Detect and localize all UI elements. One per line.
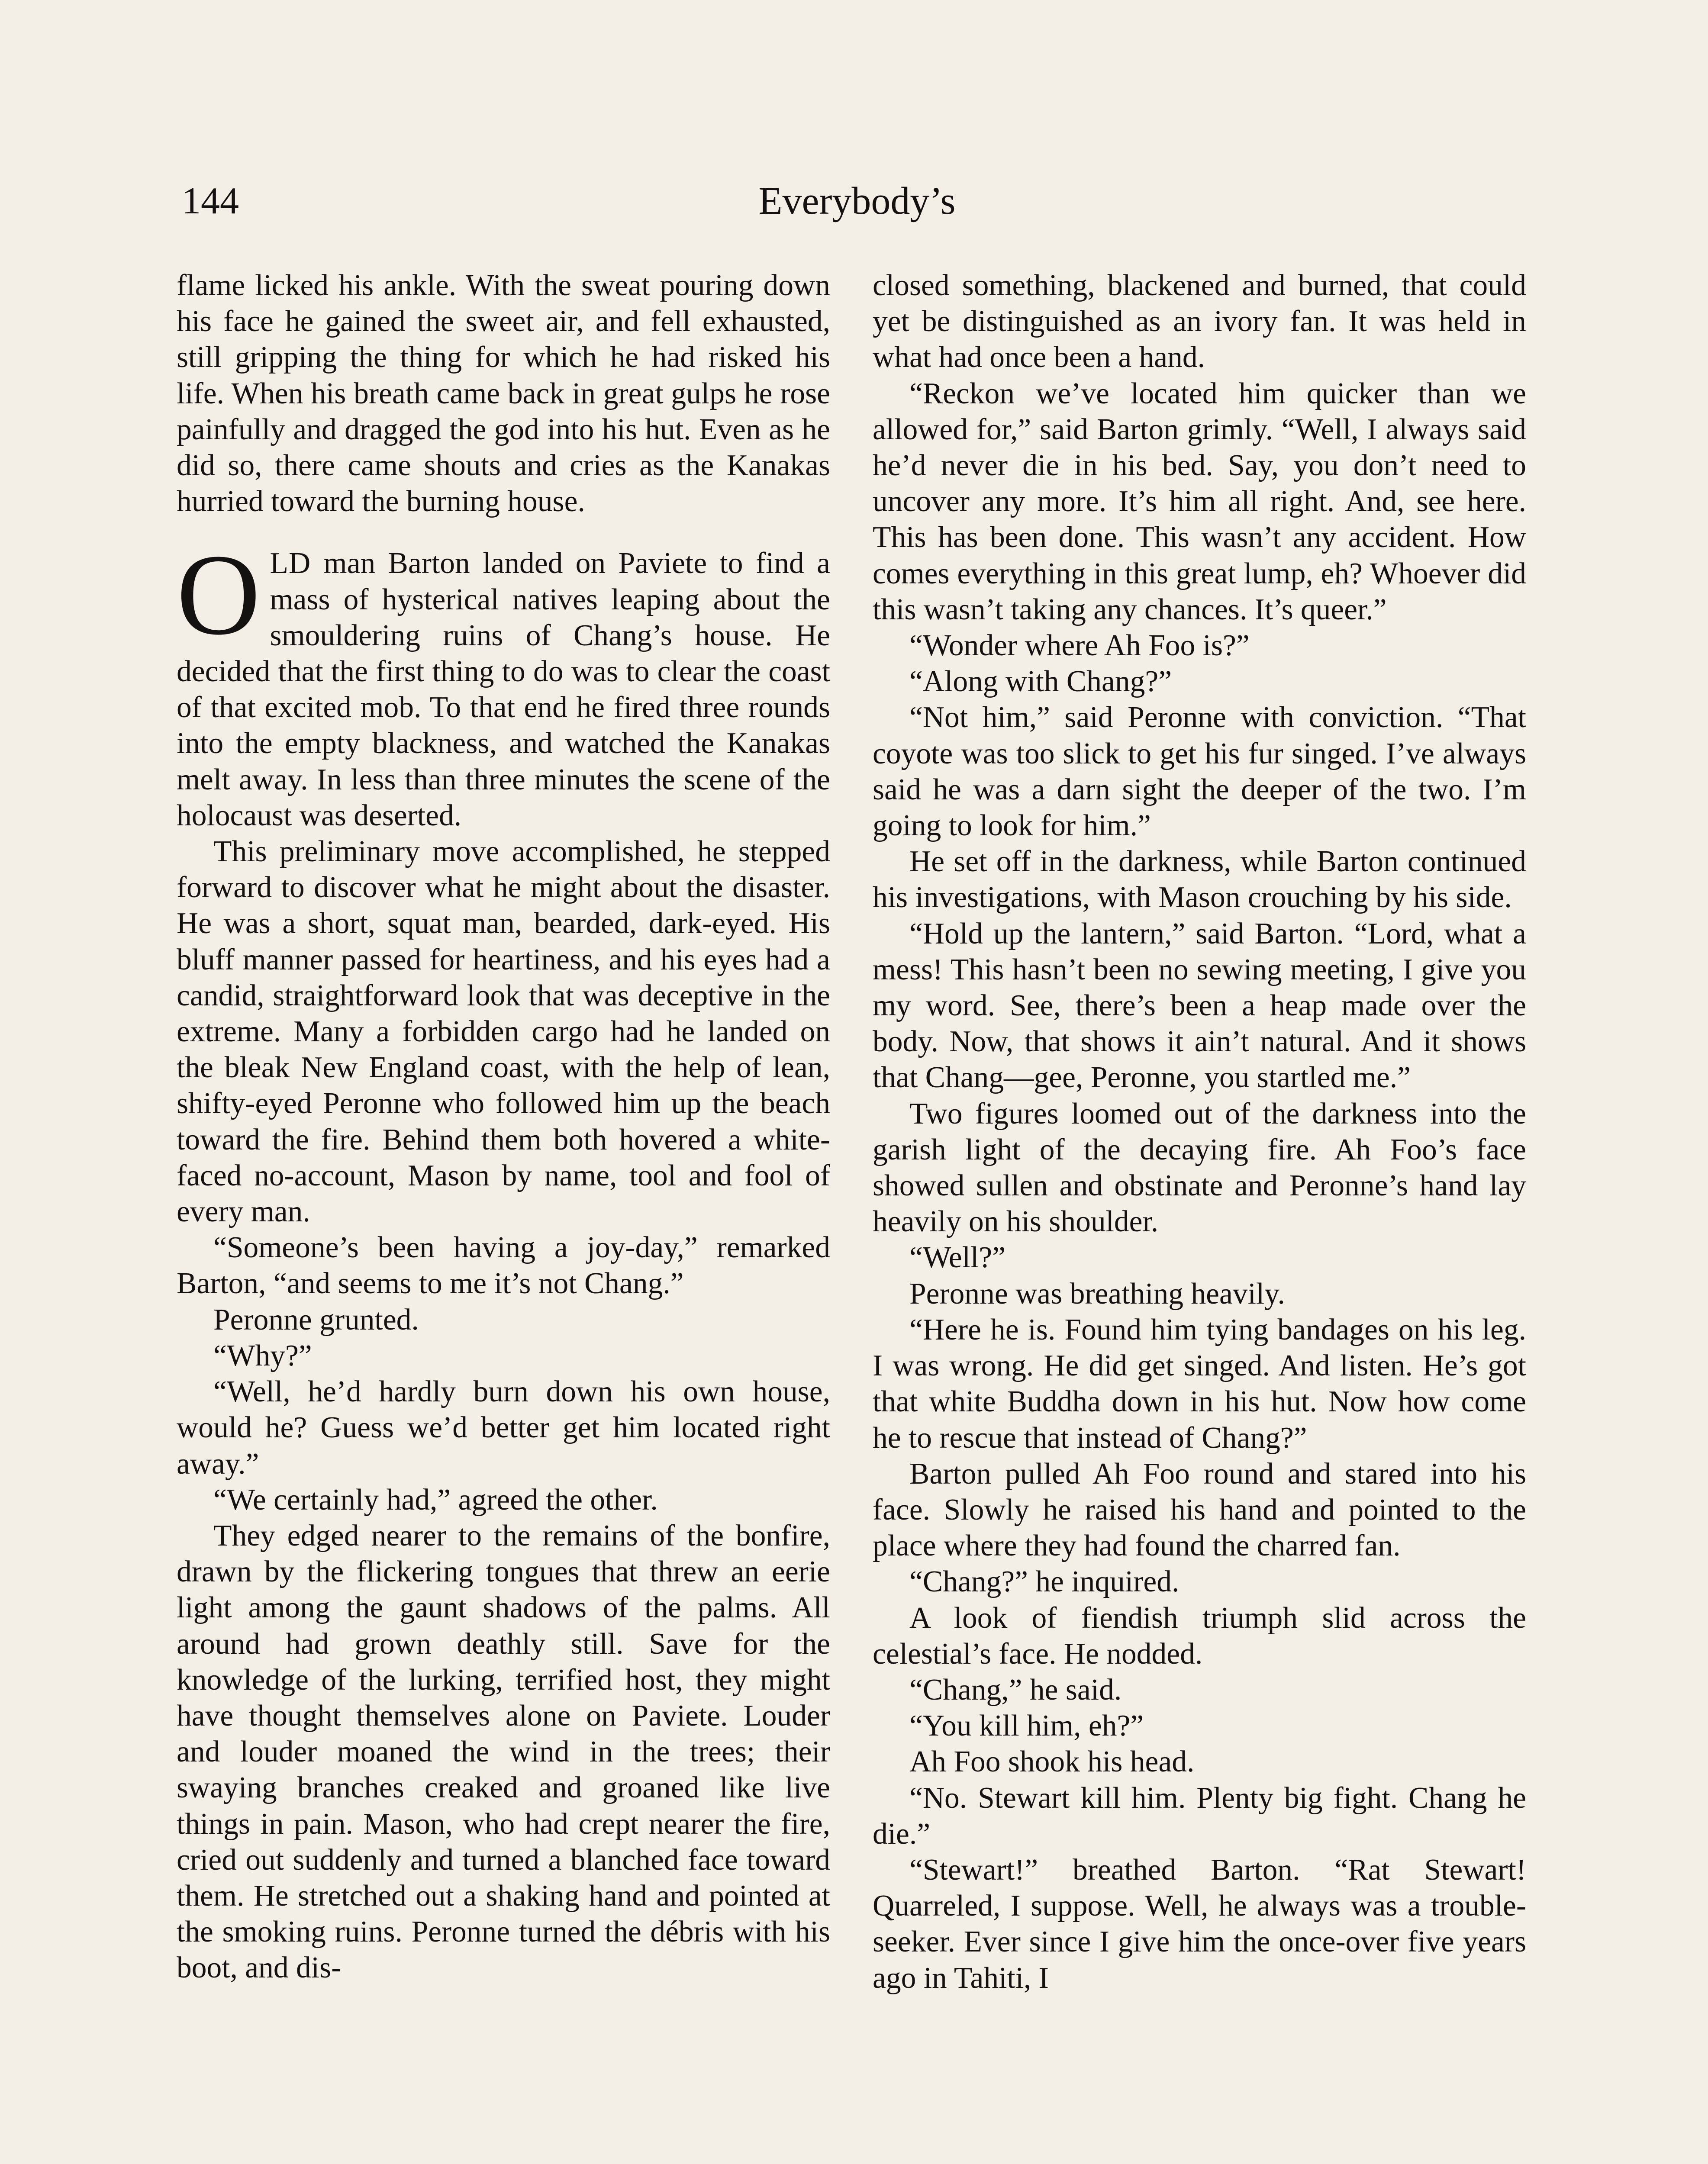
paragraph: “Chang?” he inquired. [909, 1565, 1179, 1599]
right-column [873, 267, 1526, 2164]
paragraph: Two figures loomed out of the darkness into the garish light of the decaying fire. Ah Foo’s face showed sullen and obstinate and Peronne’s hand lay heavily on his shoulder. [873, 1097, 1526, 1239]
paragraph: Peronne grunted. [213, 1303, 419, 1336]
paragraph: “Reckon we’ve located him quicker than we allowed for,” said Barton grimly. “Well, I always said he’d never die in his bed. Say, you don’t need to uncover any more. It’s him all right. And, see here. This has been done. This wasn’t any accident. How comes everything in this great lump, eh? Whoever did this wasn’t taking any chances. It’s queer.” [873, 377, 1526, 626]
paragraph: “Stewart!” breathed Barton. “Rat Stewart! Quarreled, I suppose. Well, he always was a trouble-seeker. Ever since I give him the once-over five years ago in Tahiti, I [873, 1853, 1526, 1995]
section-opening-paragraph [177, 530, 830, 834]
page-number: 144 [182, 180, 239, 222]
paragraph: “No. Stewart kill him. Plenty big fight. Chang he die.” [873, 1781, 1526, 1851]
paragraph: “Wonder where Ah Foo is?” [909, 629, 1250, 663]
paragraph: He set off in the darkness, while Barton continued his investigations, with Mason crouching by his side. [873, 845, 1526, 915]
paragraph: “We certainly had,” agreed the other. [213, 1483, 658, 1517]
left-column [177, 267, 830, 2164]
paragraph-text: man Barton landed on Paviete to find a mass of hysterical natives leaping about the smouldering ruins of Chang’s house. He decided that the first thing to do was to clear the coast of that excited mob. To that end he fired three rounds into the empty blackness, and watched the Kanakas melt away. In less than three minutes the scene of the holocaust was deserted. [177, 547, 830, 832]
paragraph: “Along with Chang?” [909, 665, 1172, 699]
running-title: Everybody’s [758, 180, 956, 222]
paragraph: They edged nearer to the remains of the bonfire, drawn by the flickering tongues that threw an eerie light among the gaunt shadows of the palms. All around had grown deathly still. Save for the knowledge of the lurking, terrified host, they might have thought themselves alone on Paviete. Louder and louder moaned the wind in the trees; their swaying branches creaked and groaned like live things in pain. Mason, who had crept nearer the fire, cried out suddenly and turned a blanched face toward them. He stretched out a shaking hand and pointed at the smoking ruins. Peronne turned the débris with his boot, and dis- [177, 1519, 830, 1985]
small-caps-lead: LD [270, 547, 311, 580]
paragraph: “Well?” [909, 1241, 1006, 1275]
paragraph: flame licked his ankle. With the sweat pouring down his face he gained the sweet air, and fell exhausted, still gripping the thing for which he had risked his life. When his breath came back in great gulps he rose painfully and dragged the god into his hut. Even as he did so, there came shouts and cries as the Kanakas hurried toward the burning house. [177, 269, 830, 518]
paragraph: “Chang,” he said. [909, 1673, 1122, 1707]
paragraph: “Hold up the lantern,” said Barton. “Lord, what a mess! This hasn’t been no sewing meeting, I give you my word. See, there’s been a heap made over the body. Now, that shows it ain’t natural. And it shows that Chang—gee, Peronne, you startled me.” [873, 917, 1526, 1095]
paragraph: closed something, blackened and burned, that could yet be distinguished as an ivory fan. It was held in what had once been a hand. [873, 269, 1526, 374]
paragraph: “Not him,” said Peronne with conviction. “That coyote was too slick to get his fur singed. I’ve always said he was a darn sight the deeper of the two. I’m going to look for him.” [873, 701, 1526, 843]
paragraph: “Someone’s been having a joy-day,” remarked Barton, “and seems to me it’s not Chang.” [177, 1231, 830, 1301]
paragraph: Barton pulled Ah Foo round and stared into his face. Slowly he raised his hand and pointed to the place where they had found the charred fan. [873, 1457, 1526, 1563]
paragraph: “You kill him, eh?” [909, 1709, 1144, 1743]
paragraph: Ah Foo shook his head. [909, 1745, 1195, 1779]
paragraph: “Well, he’d hardly burn down his own house, would he? Guess we’d better get him located right away.” [177, 1375, 830, 1481]
paragraph: A look of fiendish triumph slid across the celestial’s face. He nodded. [873, 1601, 1526, 1671]
paragraph: Peronne was breathing heavily. [909, 1277, 1285, 1311]
paragraph: “Here he is. Found him tying bandages on his leg. I was wrong. He did get singed. And listen. He’s got that white Buddha down in his hut. Now how come he to rescue that instead of Chang?” [873, 1313, 1526, 1455]
drop-cap: O [177, 530, 261, 659]
paragraph: This preliminary move accomplished, he stepped forward to discover what he might about the disaster. He was a short, squat man, bearded, dark-eyed. His bluff manner passed for heartiness, and his eyes had a candid, straightforward look that was deceptive in the extreme. Many a forbidden cargo had he landed on the bleak New England coast, with the help of lean, shifty-eyed Peronne who followed him up the beach toward the fire. Behind them both hovered a white-faced no-account, Mason by name, tool and fool of every man. [177, 835, 830, 1229]
paragraph: “Why?” [213, 1339, 312, 1372]
page-header [182, 177, 1532, 234]
